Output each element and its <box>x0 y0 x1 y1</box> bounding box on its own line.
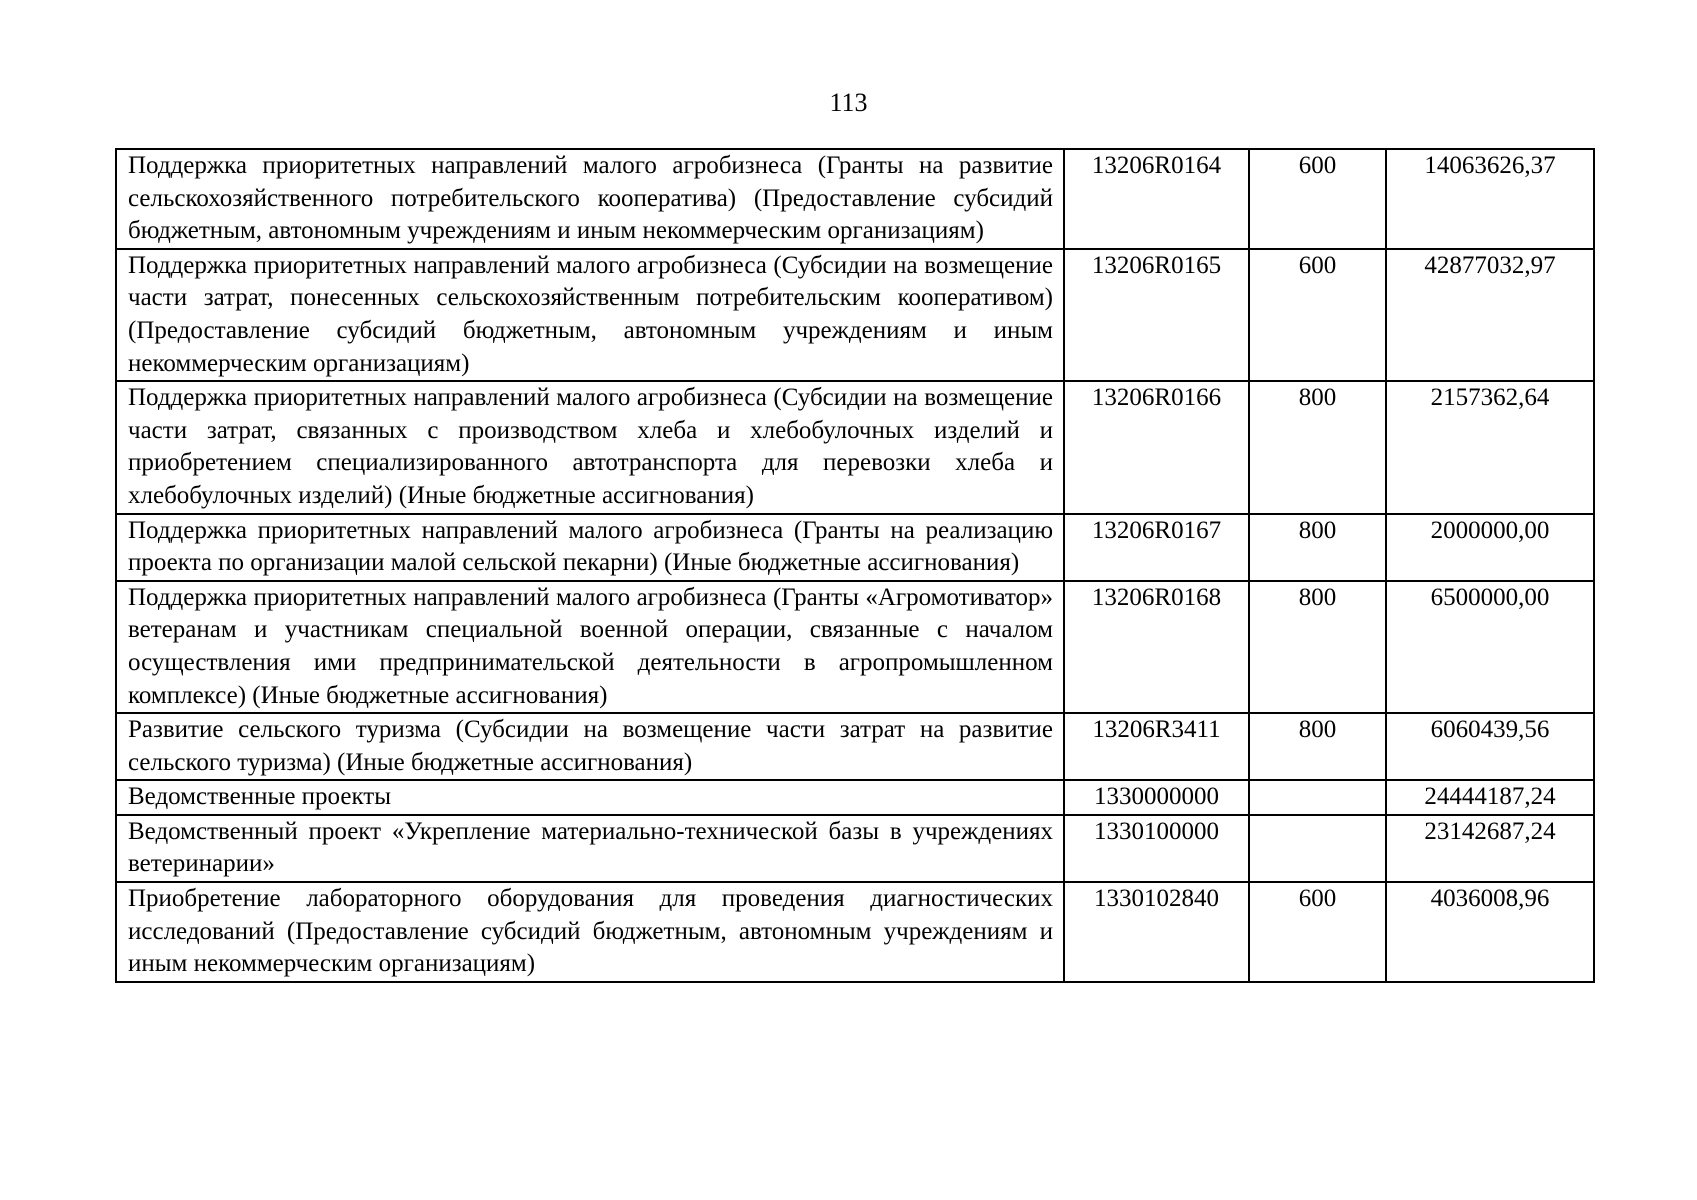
table-row <box>116 581 1594 713</box>
row-amount: 14063626,37 <box>1386 149 1594 249</box>
row-name: Развитие сельского туризма (Субсидии на возмещение части затрат на развитие сельского туризма) (Иные бюджетные ассигнования) <box>116 713 1064 780</box>
table-row <box>116 149 1594 249</box>
row-amount: 23142687,24 <box>1386 815 1594 882</box>
row-amount: 6500000,00 <box>1386 581 1594 713</box>
row-name: Поддержка приоритетных направлений малого агробизнеса (Субсидии на возмещение части затрат, понесенных сельскохозяйственным потребительским кооперативом) (Предоставление субсидий бюджетным, автономным учреждениям и иным некоммерческим организациям) <box>116 249 1064 381</box>
row-code: 1330000000 <box>1064 780 1249 815</box>
table-row <box>116 249 1594 381</box>
row-expense-type: 600 <box>1249 249 1386 381</box>
row-expense-type: 800 <box>1249 581 1386 713</box>
row-code: 1330102840 <box>1064 882 1249 982</box>
row-expense-type: 600 <box>1249 882 1386 982</box>
row-expense-type <box>1249 780 1386 815</box>
row-code: 1330100000 <box>1064 815 1249 882</box>
row-amount: 2157362,64 <box>1386 381 1594 513</box>
row-name: Поддержка приоритетных направлений малого агробизнеса (Гранты на реализацию проекта по организации малой сельской пекарни) (Иные бюджетные ассигнования) <box>116 514 1064 581</box>
row-expense-type: 600 <box>1249 149 1386 249</box>
row-amount: 6060439,56 <box>1386 713 1594 780</box>
row-code: 13206R0165 <box>1064 249 1249 381</box>
row-code: 13206R3411 <box>1064 713 1249 780</box>
table-row <box>116 815 1594 882</box>
row-name: Поддержка приоритетных направлений малого агробизнеса (Субсидии на возмещение части затрат, связанных с производством хлеба и хлебобулочных изделий и приобретением специализированного автотранспорта для перевозки хлеба и хлебобулочных изделий) (Иные бюджетные ассигнования) <box>116 381 1064 513</box>
table-row <box>116 780 1594 815</box>
row-expense-type: 800 <box>1249 381 1386 513</box>
row-code: 13206R0168 <box>1064 581 1249 713</box>
row-name: Ведомственные проекты <box>116 780 1064 815</box>
budget-table <box>115 148 1595 983</box>
page-number: 113 <box>829 88 868 117</box>
row-name: Ведомственный проект «Укрепление материально-технической базы в учреждениях ветеринарии» <box>116 815 1064 882</box>
row-amount: 24444187,24 <box>1386 780 1594 815</box>
row-code: 13206R0164 <box>1064 149 1249 249</box>
row-amount: 42877032,97 <box>1386 249 1594 381</box>
row-expense-type: 800 <box>1249 713 1386 780</box>
table-row <box>116 882 1594 982</box>
row-code: 13206R0166 <box>1064 381 1249 513</box>
row-name: Поддержка приоритетных направлений малого агробизнеса (Гранты на развитие сельскохозяйственного потребительского кооператива) (Предоставление субсидий бюджетным, автономным учреждениям и иным некоммерческим организациям) <box>116 149 1064 249</box>
row-name: Поддержка приоритетных направлений малого агробизнеса (Гранты «Агромотиватор» ветеранам и участникам специальной военной операции, связанные с началом осуществления ими предпринимательской деятельности в агропромышленном комплексе) (Иные бюджетные ассигнования) <box>116 581 1064 713</box>
row-amount: 2000000,00 <box>1386 514 1594 581</box>
table-row <box>116 514 1594 581</box>
row-expense-type: 800 <box>1249 514 1386 581</box>
table-row <box>116 381 1594 513</box>
row-expense-type <box>1249 815 1386 882</box>
table-row <box>116 713 1594 780</box>
row-name: Приобретение лабораторного оборудования для проведения диагностических исследований (Предоставление субсидий бюджетным, автономным учреждениям и иным некоммерческим организациям) <box>116 882 1064 982</box>
row-code: 13206R0167 <box>1064 514 1249 581</box>
row-amount: 4036008,96 <box>1386 882 1594 982</box>
